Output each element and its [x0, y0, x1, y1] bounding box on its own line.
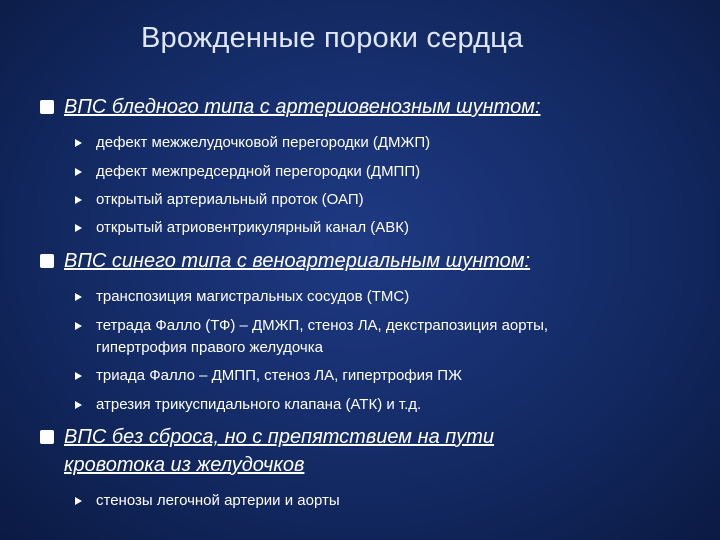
- arrow-bullet-icon: [75, 139, 82, 147]
- section-heading-no-shunt-line2: кровотока из желудочков: [64, 454, 305, 476]
- section-bullet-icon: [40, 100, 54, 114]
- section-heading-no-shunt-line1: ВПС без сброса, но с препятствием на пути: [64, 426, 495, 448]
- list-item: дефект межпредсердной перегородки (ДМПП): [96, 163, 421, 180]
- section-heading-pale: ВПС бледного типа с артериовенозным шунтом:: [64, 96, 541, 118]
- arrow-bullet-icon: [75, 196, 82, 204]
- list-item: триада Фалло – ДМПП, стеноз ЛА, гипертрофия ПЖ: [96, 367, 462, 384]
- list-item: атрезия трикуспидального клапана (АТК) и т.д.: [96, 396, 422, 413]
- list-item: открытый артериальный проток (ОАП): [96, 191, 364, 208]
- arrow-bullet-icon: [75, 322, 82, 330]
- arrow-bullet-icon: [75, 401, 82, 409]
- list-item: открытый атриовентрикулярный канал (АВК): [96, 219, 409, 236]
- slide-title: Врожденные пороки сердца: [141, 22, 524, 54]
- list-item-continuation: гипертрофия правого желудочка: [96, 339, 323, 356]
- section-heading-blue: ВПС синего типа с веноартериальным шунтом:: [64, 250, 531, 272]
- list-item: транспозиция магистральных сосудов (ТМС): [96, 288, 410, 305]
- arrow-bullet-icon: [75, 293, 82, 301]
- arrow-bullet-icon: [75, 497, 82, 505]
- arrow-bullet-icon: [75, 168, 82, 176]
- list-item: стенозы легочной артерии и аорты: [96, 492, 340, 509]
- list-item: дефект межжелудочковой перегородки (ДМЖП): [96, 134, 431, 151]
- arrow-bullet-icon: [75, 372, 82, 380]
- section-bullet-icon: [40, 254, 54, 268]
- section-bullet-icon: [40, 430, 54, 444]
- arrow-bullet-icon: [75, 224, 82, 232]
- list-item: тетрада Фалло (ТФ) – ДМЖП, стеноз ЛА, декстрапозиция аорты,: [96, 317, 549, 334]
